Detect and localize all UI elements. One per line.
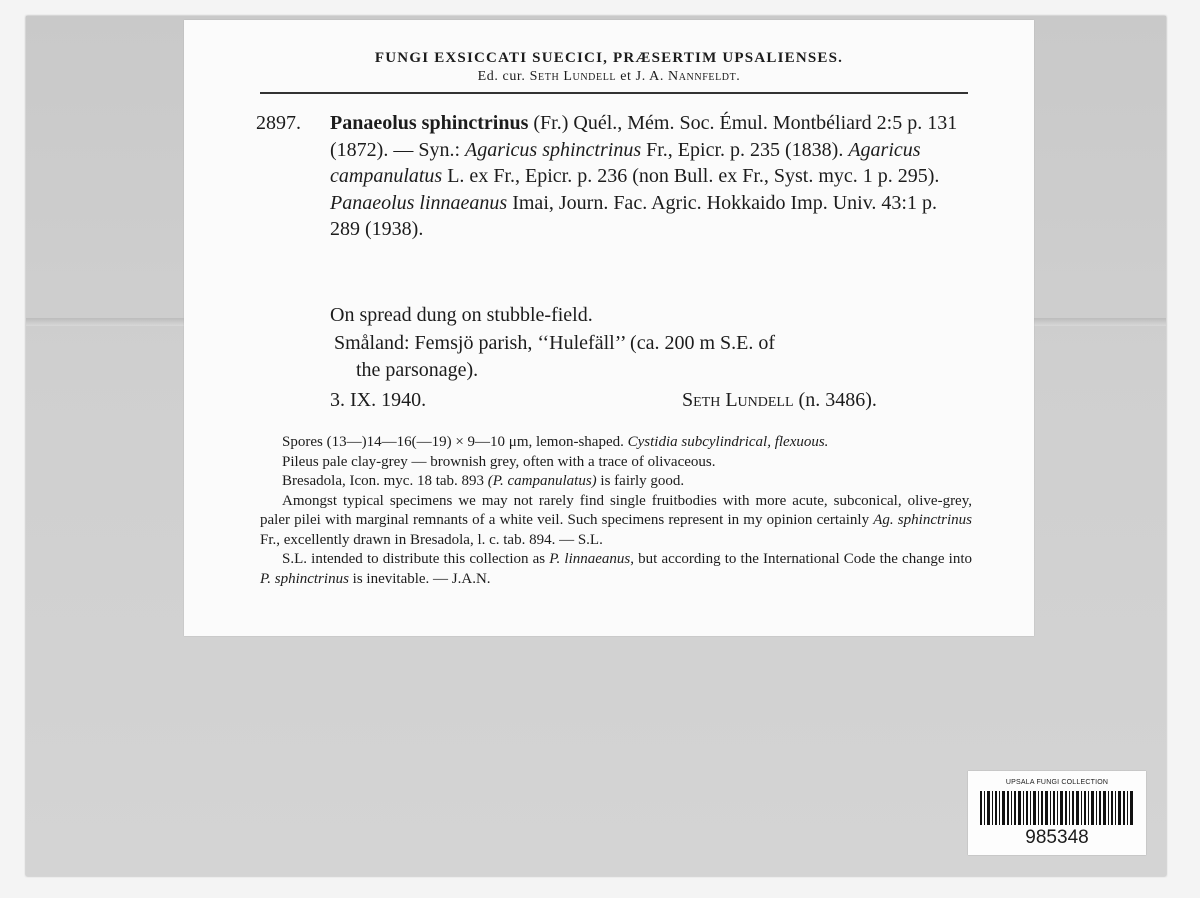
taxon-citation: Panaeolus sphinctrinus (Fr.) Quél., Mém. Soc. Émul. Montbéliard 2:5 p. 131 (1872). — Syn.: Agaricus sphinctrinus Fr., Epicr. p. 235 (1838). Agaricus campanulatus L. ex Fr., Epicr. p. 236 (non Bull. ex Fr., Syst. myc. 1 p. 295). Panaeolus linnaeanus Imai, Journ. Fac. Agric. Hokkaido Imp. Univ. 43:1 p. 289 (1938).	[330, 112, 958, 240]
note-spores: Spores (13—)14—16(—19) × 9—10 μm, lemon-shaped. Cystidia subcylindrical, flexuous.	[282, 434, 829, 450]
barcode-number: 985348	[1025, 827, 1089, 848]
collection-date: 3. IX. 1940.	[330, 389, 427, 411]
note-bresadola: Bresadola, Icon. myc. 18 tab. 893 (P. campanulatus) is fairly good.	[282, 473, 685, 489]
note-pileus: Pileus pale clay-grey — brownish grey, often with a trace of olivaceous.	[282, 453, 716, 470]
editor-nannfeldt: J. A. Nannfeldt.	[635, 69, 741, 84]
note-code: S.L. intended to distribute this collection as P. linnaeanus, but according to the International Code the change into P. sphinctrinus is inevitable. — J.A.N.	[260, 551, 972, 587]
locality: Småland: Femsjö parish, ‘‘Hulefäll’’ (ca. 200 m S.E. of the parsonage).	[334, 332, 776, 381]
barcode-title: UPSALA FUNGI COLLECTION	[1005, 779, 1109, 786]
label-editors: Ed. cur. Seth Lundell et J. A. Nannfeldt.	[477, 69, 741, 84]
header-rule	[260, 92, 968, 94]
synonym-2: Agaricus campanulatus	[330, 138, 921, 187]
notes	[260, 433, 972, 589]
note-specimens: Amongst typical specimens we may not rarely find single fruitbodies with more acute, subconical, olive-grey, paler pilei with marginal remnants of a white veil. Such specimens represent in my opinion certainly Ag. sphinctrinus Fr., excellently drawn in Bresadola, l. c. tab. 894. — S.L.	[260, 492, 972, 548]
synonym-1: Agaricus sphinctrinus	[465, 138, 642, 161]
specimen-label	[184, 20, 1034, 636]
collector: Seth Lundell (n. 3486).	[682, 389, 877, 411]
habitat: On spread dung on stubble-field.	[330, 304, 593, 326]
synonym-3: Panaeolus linnaeanus	[330, 191, 508, 214]
barcode-icon	[980, 791, 1134, 825]
taxon-name: Panaeolus sphinctrinus	[330, 112, 529, 134]
label-title: FUNGI EXSICCATI SUECICI, PRÆSERTIM UPSALIENSES.	[374, 50, 844, 66]
exsiccata-number: 2897.	[256, 112, 301, 134]
barcode-label	[968, 771, 1146, 855]
editor-lundell: Seth Lundell	[529, 69, 617, 84]
